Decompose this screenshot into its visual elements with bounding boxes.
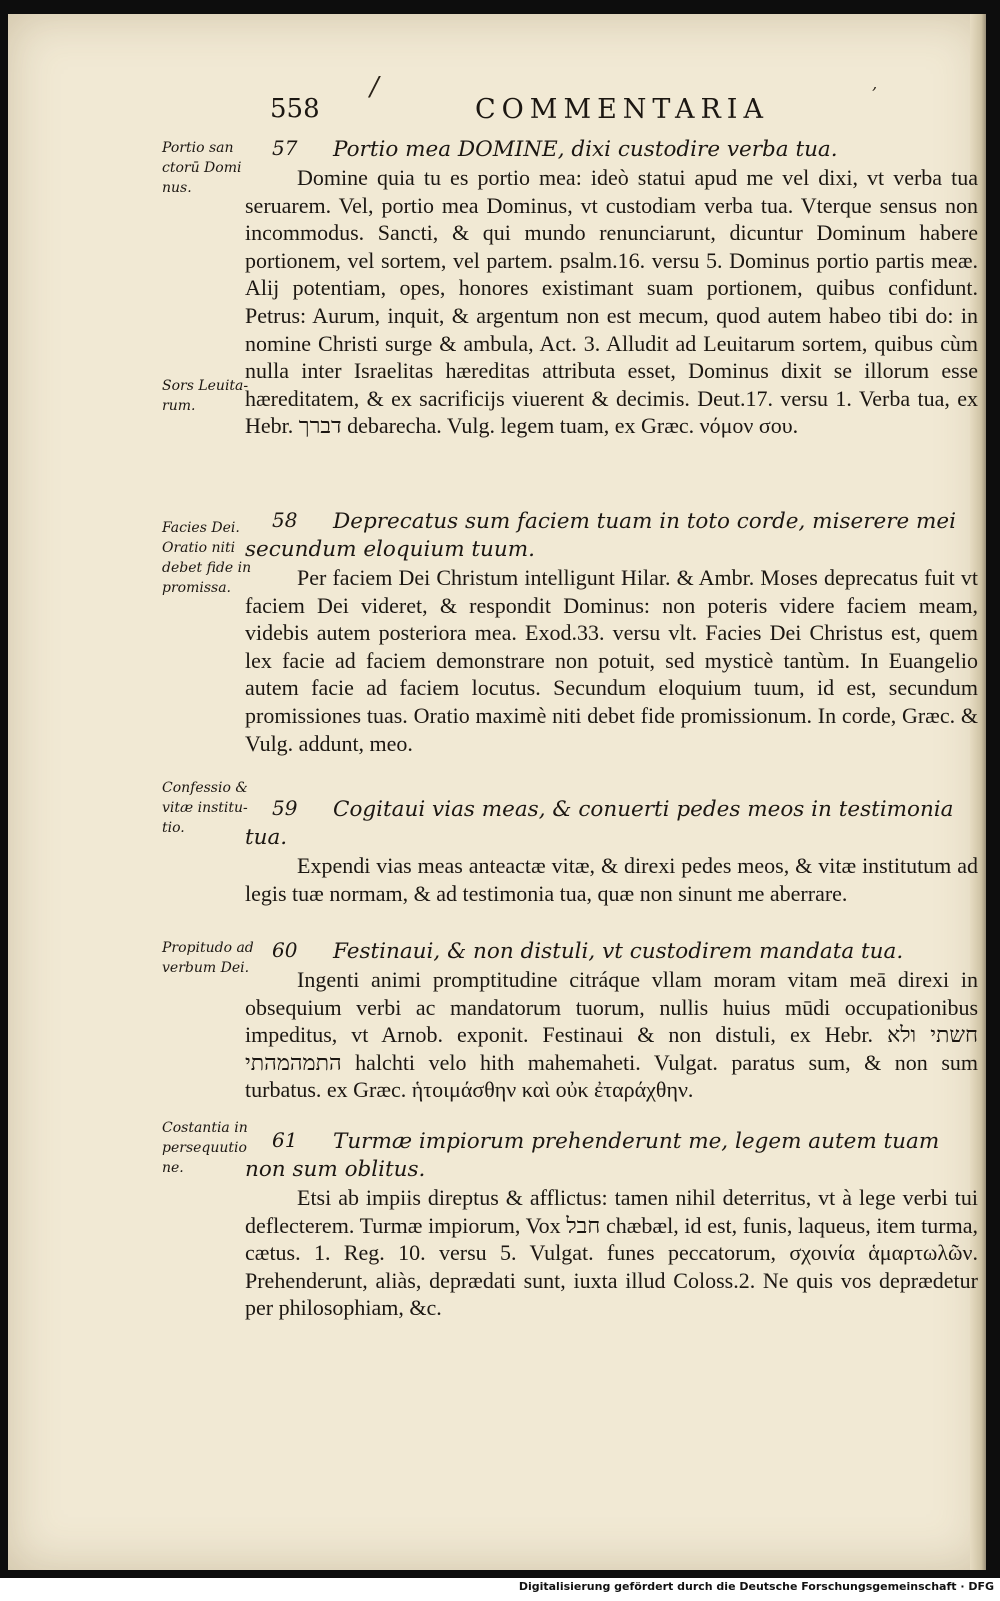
digitization-credit: Digitalisierung gefördert durch die Deutsche Forschungsgemeinschaft · DFG — [518, 1580, 994, 1593]
commentary: Ingenti animi promptitudine citráque vllam moram vitam meā direxi in obsequium verbi ac mandatorum tuorum, nullis huius mūdi occupationibus impeditus, vt Arnob. exponit. Festinaui & non distuli, ex Hebr. חשתי ולא התמהמהתי halchti velo hith mahemaheti. Vulgat. paratus sum, & non sum turbatus. ex Græc. ἡτοιμάσθην καὶ οὐκ ἐταράχθην. — [245, 967, 979, 1103]
commentary: Etsi ab impiis direptus & afflictus: tamen nihil deterritus, vt à lege verbi tui deflecterem. Turmæ impiorum, Vox חבל chæbæl, id est, funis, laqueus, item turma, cætus. 1. Reg. 10. versu 5. Vulgat. funes peccatorum, σχοινία ἁμαρτωλῶν. Prehenderunt, aliàs, deprædati sunt, iuxta illud Coloss.2. Ne quis vos deprædetur per philosophiam, &c. — [245, 1185, 978, 1321]
verse-61 — [245, 1128, 978, 1322]
verse-number: 58 — [272, 508, 298, 532]
verse-text: Portio mea DOMINE, dixi custodire verba tua. — [333, 137, 838, 162]
margin-note: Sors Leuita- rum. — [162, 378, 249, 414]
margin-note: Costantia in persequutio ne. — [162, 1120, 248, 1176]
ink-mark: / — [370, 72, 379, 102]
commentary: Per faciem Dei Christum intelligunt Hilar. & Ambr. Moses deprecatus fuit vt faciem Dei videret, & respondit Dominus: non poteris videre faciem meam, videbis autem posteriora mea. Exod.33. versu vlt. Facies Dei Christus est, quem lex facie ad faciem demonstrare non potuit, sed mysticè tantùm. In Euangelio autem facie ad faciem locutus. Secundum eloquium tuum, id est, secundum promissiones tuas. Oratio maximè niti debet fide promissionum. In corde, Græc. & Vulg. addunt, meo. — [245, 565, 978, 756]
margin-note: Propitudo ad verbum Dei. — [162, 940, 254, 976]
margin-note: Facies Dei. Oratio niti debet fide in promissa. — [162, 520, 252, 596]
verse-number: 61 — [272, 1128, 298, 1152]
verse-text: Turmæ impiorum prehenderunt me, legem autem tuam non sum oblitus. — [245, 1129, 940, 1182]
page-header — [270, 94, 870, 134]
verse-number: 57 — [272, 136, 298, 160]
verse-number: 59 — [272, 796, 298, 820]
verse-number: 60 — [272, 938, 298, 962]
verse-text: Cogitaui vias meas, & conuerti pedes meos in testimonia tua. — [245, 797, 954, 850]
verse-60 — [245, 938, 978, 1104]
commentary: Expendi vias meas anteactæ vitæ, & direxi pedes meos, & vitæ institutum ad legis tuæ normam, & ad testimonia tua, quæ non sinunt me aberrare. — [245, 853, 978, 906]
verse-57 — [245, 136, 978, 440]
verse-text: Festinaui, & non distuli, vt custodirem mandata tua. — [333, 939, 904, 964]
ink-mark: ‚ — [872, 74, 878, 93]
margin-note: Portio san ctorū Domi nus. — [162, 140, 242, 196]
commentary: Domine quia tu es portio mea: ideò statui apud me vel dixi, vt verba tua seruarem. Vel, portio mea Dominus, vt custodiam verba tua. Vterque sensus non incommodus. Sancti, & qui mundo renunciarunt, dicuntur Dominum habere portionem, vel sortem, vel partem. psalm.16. versu 5. Dominus portio partis meæ. Alij potentiam, opes, honores existimant suam portionem, quibus confidunt. Petrus: Aurum, inquit, & argentum non est mecum, quod autem habeo tibi do: in nomine Christi surge & ambula, Act. 3. Alludit ad Leuitarum sortem, quibus cùm nulla inter Israelitas hæreditas attributa esset, Dominus dixit se illorum esse hæreditatem, & ex sacrificijs viuerent & decimis. Deut.17. versu 1. Verba tua, ex Hebr. דברך debarecha. Vulg. legem tuam, ex Græc. νόμον σου. — [245, 165, 978, 439]
verse-58 — [245, 508, 978, 757]
running-head: COMMENTARIA — [475, 94, 769, 125]
verse-text: Deprecatus sum faciem tuam in toto corde, miserere mei secundum eloquium tuum. — [245, 509, 957, 562]
margin-note: Confessio & vitæ institu- tio. — [162, 780, 248, 836]
page-number: 558 — [270, 94, 320, 124]
verse-59 — [245, 796, 978, 907]
